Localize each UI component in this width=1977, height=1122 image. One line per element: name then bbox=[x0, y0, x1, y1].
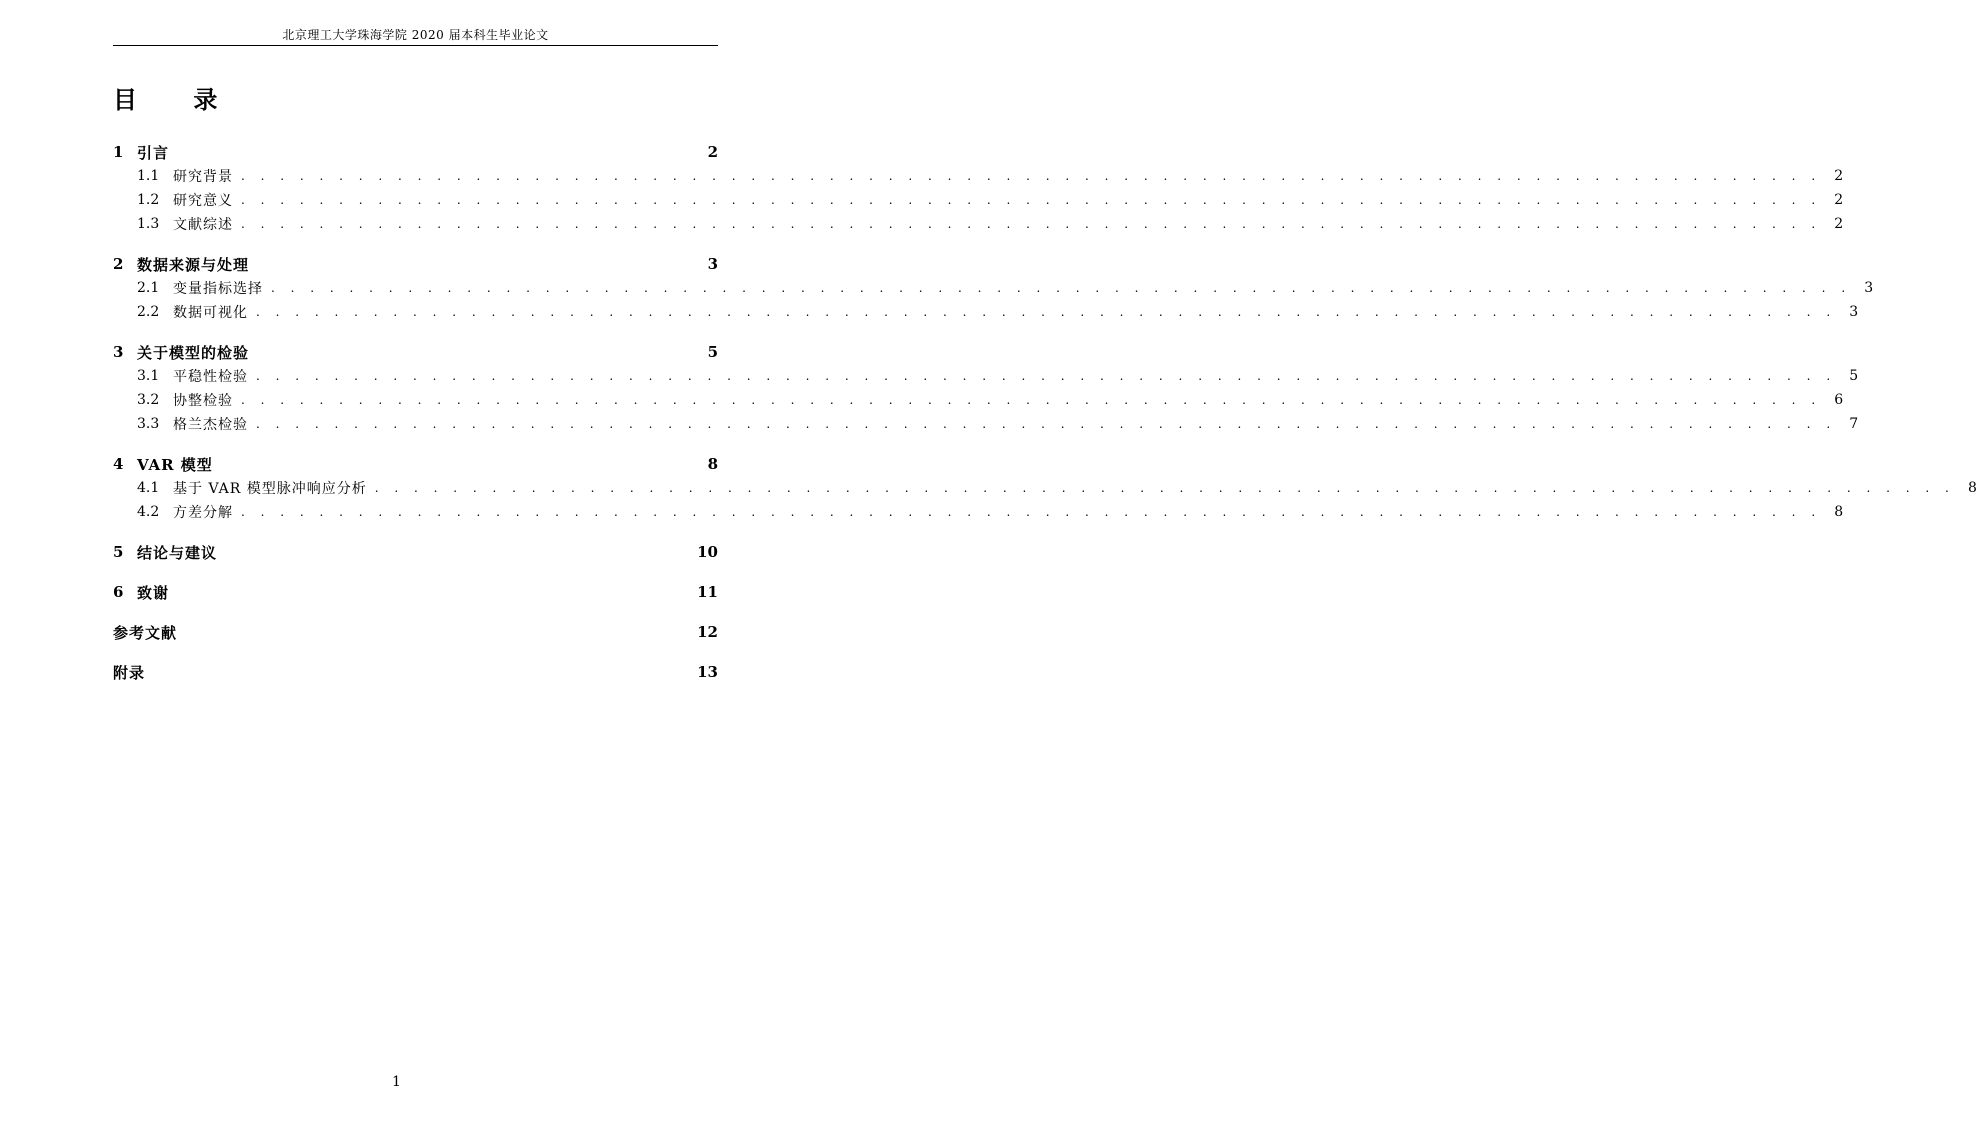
toc-entry-page: 3 bbox=[1849, 304, 1859, 320]
toc-entry-chapter-1[interactable] bbox=[113, 140, 718, 164]
toc-entry-label: 引言 bbox=[137, 143, 170, 162]
toc-entry-number: 4.2 bbox=[137, 504, 160, 520]
toc-entry-section-1-3[interactable] bbox=[113, 212, 1844, 236]
toc-entry-label: 关于模型的检验 bbox=[137, 343, 250, 362]
toc-entry-label: 方差分解 bbox=[173, 505, 233, 521]
toc-entry-number: 3.1 bbox=[137, 368, 160, 384]
toc-entry-page: 2 bbox=[1834, 192, 1844, 208]
dot-leader: . . . . . . . . . . . . . . . . . . . . . . . . . . . . . . . . . . . . . . . . . . . . . . . . . . . . . . . . . . . . . . . . . . . . . . . . . . . . . . . . . bbox=[241, 393, 1822, 407]
dot-leader: . . . . . . . . . . . . . . . . . . . . . . . . . . . . . . . . . . . . . . . . . . . . . . . . . . . . . . . . . . . . . . . . . . . . . . . . . . . . . . . . . bbox=[241, 505, 1822, 519]
running-header: 北京理工大学珠海学院 2020 届本科生毕业论文 bbox=[282, 28, 549, 42]
dot-leader: . . . . . . . . . . . . . . . . . . . . . . . . . . . . . . . . . . . . . . . . . . . . . . . . . . . . . . . . . . . . . . . . . . . . . . . . . . . . . . . . . bbox=[241, 193, 1822, 207]
toc-entry-chapter-5[interactable] bbox=[113, 540, 718, 564]
toc-entry-chapter-6[interactable] bbox=[113, 580, 718, 604]
toc-entry-page: 6 bbox=[1834, 392, 1844, 408]
toc-entry-section-3-3[interactable] bbox=[113, 412, 1859, 436]
toc-entry-page: 3 bbox=[1864, 280, 1874, 296]
dot-leader: . . . . . . . . . . . . . . . . . . . . . . . . . . . . . . . . . . . . . . . . . . . . . . . . . . . . . . . . . . . . . . . . . . . . . . . . . . . . . . . . . bbox=[256, 305, 1837, 319]
toc-entry-page: 5 bbox=[1849, 368, 1859, 384]
toc-entry-section-1-2[interactable] bbox=[113, 188, 1844, 212]
toc-title: 目 录 bbox=[113, 85, 242, 114]
dot-leader: . . . . . . . . . . . . . . . . . . . . . . . . . . . . . . . . . . . . . . . . . . . . . . . . . . . . . . . . . . . . . . . . . . . . . . . . . . . . . . . . . bbox=[271, 281, 1852, 295]
toc-entry-page: 8 bbox=[1967, 480, 1977, 496]
toc-entry-number: 2 bbox=[113, 255, 124, 273]
toc-entry-page: 13 bbox=[697, 663, 718, 681]
toc-entry-label: 变量指标选择 bbox=[173, 281, 263, 297]
toc-entry-label: 协整检验 bbox=[173, 393, 233, 409]
dot-leader: . . . . . . . . . . . . . . . . . . . . . . . . . . . . . . . . . . . . . . . . . . . . . . . . . . . . . . . . . . . . . . . . . . . . . . . . . . . . . . . . . bbox=[241, 169, 1822, 183]
toc-entry-section-3-2[interactable] bbox=[113, 388, 1844, 412]
toc-entry-page: 3 bbox=[707, 255, 718, 273]
toc-entry-section-3-1[interactable] bbox=[113, 364, 1859, 388]
toc-entry-label: VAR 模型 bbox=[137, 455, 213, 474]
toc-entry-label: 平稳性检验 bbox=[173, 369, 248, 385]
toc-entry-number: 1.2 bbox=[137, 192, 160, 208]
toc-entry-label: 文献综述 bbox=[173, 217, 233, 233]
toc-entry-number: 1 bbox=[113, 143, 124, 161]
toc-entry-number: 1.1 bbox=[137, 168, 160, 184]
toc-entry-label: 研究意义 bbox=[173, 193, 233, 209]
toc-entry-references[interactable] bbox=[113, 620, 718, 644]
dot-leader: . . . . . . . . . . . . . . . . . . . . . . . . . . . . . . . . . . . . . . . . . . . . . . . . . . . . . . . . . . . . . . . . . . . . . . . . . . . . . . . . . bbox=[256, 369, 1837, 383]
toc-entry-label: 数据来源与处理 bbox=[137, 255, 250, 274]
toc-entry-page: 7 bbox=[1849, 416, 1859, 432]
toc-entry-label: 研究背景 bbox=[173, 169, 233, 185]
toc-entry-appendix[interactable] bbox=[113, 660, 718, 684]
toc-entry-number: 4.1 bbox=[137, 480, 160, 496]
toc-entry-section-1-1[interactable] bbox=[113, 164, 1844, 188]
toc-entry-label: 基于 VAR 模型脉冲响应分析 bbox=[173, 481, 367, 497]
toc-entry-number: 2.1 bbox=[137, 280, 160, 296]
toc-entry-number: 3 bbox=[113, 343, 124, 361]
toc-entry-section-4-2[interactable] bbox=[113, 500, 1844, 524]
toc-entry-page: 8 bbox=[1834, 504, 1844, 520]
toc-entry-number: 3.2 bbox=[137, 392, 160, 408]
toc-entry-number: 5 bbox=[113, 543, 124, 561]
toc-entry-number: 1.3 bbox=[137, 216, 160, 232]
toc-entry-chapter-4[interactable] bbox=[113, 452, 718, 476]
table-of-contents bbox=[113, 140, 1977, 684]
dot-leader: . . . . . . . . . . . . . . . . . . . . . . . . . . . . . . . . . . . . . . . . . . . . . . . . . . . . . . . . . . . . . . . . . . . . . . . . . . . . . . . . . bbox=[256, 417, 1837, 431]
toc-entry-number: 2.2 bbox=[137, 304, 160, 320]
dot-leader: . . . . . . . . . . . . . . . . . . . . . . . . . . . . . . . . . . . . . . . . . . . . . . . . . . . . . . . . . . . . . . . . . . . . . . . . . . . . . . . . . bbox=[374, 481, 1955, 495]
toc-entry-number: 6 bbox=[113, 583, 124, 601]
toc-entry-section-2-1[interactable] bbox=[113, 276, 1874, 300]
toc-entry-page: 12 bbox=[697, 623, 718, 641]
toc-entry-page: 2 bbox=[707, 143, 718, 161]
header-rule bbox=[113, 45, 718, 46]
toc-entry-page: 5 bbox=[707, 343, 718, 361]
toc-entry-section-4-1[interactable] bbox=[113, 476, 1977, 500]
toc-entry-number: 4 bbox=[113, 455, 124, 473]
toc-entry-page: 10 bbox=[697, 543, 718, 561]
toc-entry-section-2-2[interactable] bbox=[113, 300, 1859, 324]
toc-entry-label: 附录 bbox=[113, 663, 146, 682]
toc-entry-label: 参考文献 bbox=[113, 623, 178, 642]
toc-entry-page: 2 bbox=[1834, 216, 1844, 232]
dot-leader: . . . . . . . . . . . . . . . . . . . . . . . . . . . . . . . . . . . . . . . . . . . . . . . . . . . . . . . . . . . . . . . . . . . . . . . . . . . . . . . . . bbox=[241, 217, 1822, 231]
toc-entry-chapter-2[interactable] bbox=[113, 252, 718, 276]
toc-entry-label: 结论与建议 bbox=[137, 543, 218, 562]
toc-entry-page: 2 bbox=[1834, 168, 1844, 184]
toc-entry-chapter-3[interactable] bbox=[113, 340, 718, 364]
toc-entry-page: 11 bbox=[697, 583, 718, 601]
page-number: 1 bbox=[392, 1074, 401, 1090]
toc-entry-label: 格兰杰检验 bbox=[173, 417, 248, 433]
toc-entry-label: 致谢 bbox=[137, 583, 170, 602]
toc-entry-label: 数据可视化 bbox=[173, 305, 248, 321]
toc-entry-page: 8 bbox=[707, 455, 718, 473]
toc-entry-number: 3.3 bbox=[137, 416, 160, 432]
